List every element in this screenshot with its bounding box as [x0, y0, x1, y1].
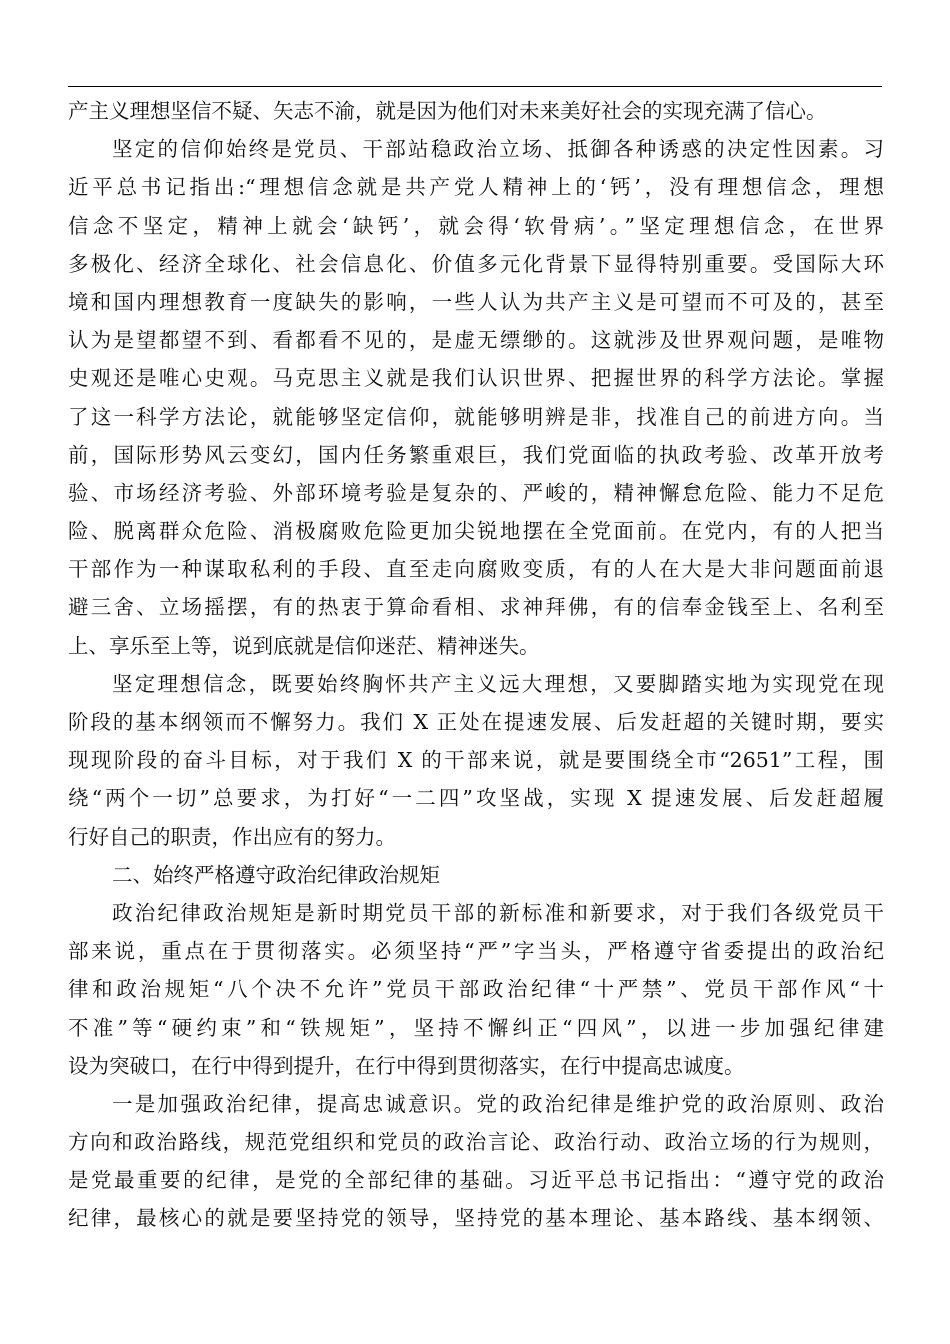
text-line: 律和政治规矩“八个决不允许”党员干部政治纪律“十严禁”、党员干部作风“十 [68, 977, 884, 1002]
text-line: 阶段的基本纲领而不懈努力。我们 X 正处在提速发展、后发赶超的关键时期，要实 [68, 710, 884, 734]
text-line: 多极化、经济全球化、社会信息化、价值多元化背景下显得特别重要。受国际大环 [68, 251, 884, 276]
header-rule [68, 86, 882, 87]
text-line: 设为突破口，在行中得到提升，在行中得到贯彻落实，在行中提高忠诚度。 [68, 1053, 745, 1078]
text-line: 行好自己的职责，作出应有的努力。 [68, 824, 396, 849]
text-line: 坚定理想信念，既要始终胸怀共产主义远大理想，又要脚踏实地为实现党在现 [112, 671, 884, 696]
text-line: 现现阶段的奋斗目标，对于我们 X 的干部来说，就是要围绕全市“2651”工程，围 [68, 748, 884, 773]
text-line: 境和国内理想教育一度缺失的影响，一些人认为共产主义是可望而不可及的，甚至 [68, 289, 884, 314]
text-line: 部来说，重点在于贯彻落实。必须坚持“严”字当头，严格遵守省委提出的政治纪 [68, 939, 884, 964]
text-line: 二、始终严格遵守政治纪律政治规矩 [112, 862, 440, 887]
text-line: 史观还是唯心史观。马克思主义就是我们认识世界、把握世界的科学方法论。掌握 [68, 366, 884, 391]
text-line: 认为是望都望不到、看都看不见的，是虚无缥缈的。这就涉及世界观问题，是唯物 [68, 328, 884, 353]
text-line: 不准”等“硬约束”和“铁规矩”，坚持不懈纠正“四风”，以进一步加强纪律建 [68, 1015, 884, 1040]
text-line: 纪律，最核心的就是要坚持党的领导，坚持党的基本理论、基本路线、基本纲领、 [68, 1206, 884, 1231]
text-line: 避三舍、立场摇摆，有的热衷于算命看相、求神拜佛，有的信奉金钱至上、名利至 [68, 595, 884, 620]
text-line: 验、市场经济考验、外部环境考验是复杂的、严峻的，精神懈怠危险、能力不足危 [68, 480, 884, 505]
text-line: 近平总书记指出:“理想信念就是共产党人精神上的‘钙’，没有理想信念，理想 [68, 175, 884, 200]
text-line: 坚定的信仰始终是党员、干部站稳政治立场、抵御各种诱惑的决定性因素。习 [112, 137, 884, 162]
text-line: 干部作为一种谋取私利的手段、直至走向腐败变质，有的人在大是大非问题面前退 [68, 557, 884, 582]
text-line: 信念不坚定，精神上就会‘缺钙’，就会得‘软骨病’。”坚定理想信念，在世界 [68, 213, 884, 238]
text-line: 是党最重要的纪律，是党的全部纪律的基础。习近平总书记指出：“遵守党的政治 [68, 1168, 884, 1193]
text-line: 一是加强政治纪律，提高忠诚意识。党的政治纪律是维护党的政治原则、政治 [112, 1091, 884, 1116]
text-line: 方向和政治路线，规范党组织和党员的政治言论、政治行动、政治立场的行为规则， [68, 1130, 884, 1155]
text-line: 上、享乐至上等，说到底就是信仰迷茫、精神迷失。 [68, 633, 540, 658]
document-body [68, 92, 884, 1238]
text-line: 险、脱离群众危险、消极腐败危险更加尖锐地摆在全党面前。在党内，有的人把当 [68, 519, 884, 544]
text-line: 绕“两个一切”总要求，为打好“一二四”攻坚战，实现 X 提速发展、后发赶超履 [68, 786, 884, 811]
text-line: 政治纪律政治规矩是新时期党员干部的新标准和新要求，对于我们各级党员干 [112, 900, 884, 925]
text-line: 产主义理想坚信不疑、矢志不渝，就是因为他们对未来美好社会的实现充满了信心。 [68, 99, 827, 123]
text-line: 了这一科学方法论，就能够坚定信仰，就能够明辨是非，找准自己的前进方向。当 [68, 404, 884, 429]
text-line: 前，国际形势风云变幻，国内任务繁重艰巨，我们党面临的执政考验、改革开放考 [68, 442, 884, 467]
